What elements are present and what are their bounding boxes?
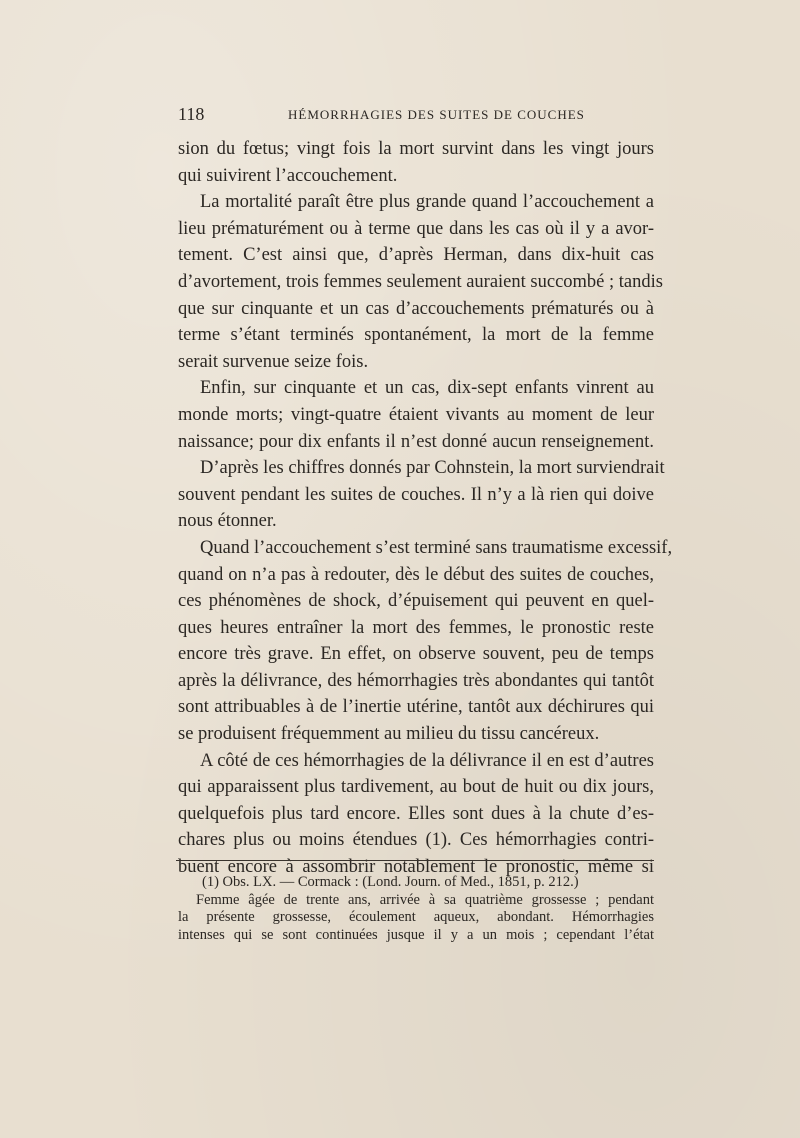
text-line: sont attribuables à de l’inertie utérine, tantôt aux déchirures qui xyxy=(178,697,654,718)
text-line: souvent pendant les suites de couches. Il n’y a là rien qui doive xyxy=(178,484,654,505)
text-line: chares plus ou moins étendues (1). Ces hémorrhagies contri- xyxy=(178,830,654,851)
footnote-line: la présente grossesse, écoulement aqueux, abondant. Hémorrhagies xyxy=(178,909,654,925)
text-line: encore très grave. En effet, on observe souvent, peu de temps xyxy=(178,644,654,665)
text-line: Quand l’accouchement s’est terminé sans traumatisme excessif, xyxy=(200,537,673,558)
text-line: La mortalité paraît être plus grande quand l’accouchement a xyxy=(200,192,654,213)
text-line: quand on n’a pas à redouter, dès le début des suites de couches, xyxy=(178,564,654,585)
footnote-line: intenses qui se sont continuées jusque il y a un mois ; cependant l’état xyxy=(178,926,654,943)
text-line: qui apparaissent plus tardivement, au bout de huit ou dix jours, xyxy=(178,777,654,798)
text-line: sion du fœtus; vingt fois la mort survint dans les vingt jours xyxy=(178,139,654,159)
text-line: après la délivrance, des hémorrhagies très abondantes qui tantôt xyxy=(178,670,654,691)
text-line: se produisent fréquemment au milieu du tissu cancéreux. xyxy=(178,724,600,745)
text-line: qui suivirent l’accouchement. xyxy=(178,165,398,186)
text-line: naissance; pour dix enfants il n’est donné aucun renseignement. xyxy=(178,431,654,452)
footnote-divider xyxy=(176,860,654,861)
body-text xyxy=(178,136,673,881)
text-line: d’avortement, trois femmes seulement auraient succombé ; tandis xyxy=(178,271,663,292)
page-header xyxy=(178,104,654,126)
footnote-line: Femme âgée de trente ans, arrivée à sa quatrième grossesse ; pendant xyxy=(196,891,654,908)
text-line: serait survenue seize fois. xyxy=(178,351,369,372)
text-line: quelquefois plus tard encore. Elles sont dues à la chute d’es- xyxy=(178,803,654,824)
footnote-line: (1) Obs. LX. — Cormack : (Lond. Journ. of Med., 1851, p. 212.) xyxy=(202,874,579,890)
text-line: D’après les chiffres donnés par Cohnstein, la mort surviendrait xyxy=(200,458,665,479)
text-line: ques heures entraîner la mort des femmes, le pronostic reste xyxy=(178,617,654,638)
text-line: monde morts; vingt-quatre étaient vivants au moment de leur xyxy=(178,404,654,425)
text-line: lieu prématurément ou à terme que dans les cas où il y a avor- xyxy=(178,218,654,239)
text-line: A côté de ces hémorrhagies de la délivrance il en est d’autres xyxy=(200,750,654,771)
text-line: que sur cinquante et un cas d’accouchements prématurés ou à xyxy=(178,298,654,319)
text-line: nous étonner. xyxy=(178,511,277,532)
text-line: ces phénomènes de shock, d’épuisement qui peuvent en quel- xyxy=(178,591,654,612)
text-line: Enfin, sur cinquante et un cas, dix-sept enfants vinrent au xyxy=(200,378,654,399)
text-line: buent encore à assombrir notablement le pronostic, même si xyxy=(178,857,654,878)
text-line: terme s’étant terminés spontanément, la mort de la femme xyxy=(178,325,654,346)
footnote xyxy=(178,874,654,944)
page-number: 118 xyxy=(178,104,205,124)
text-line: tement. C’est ainsi que, d’après Herman, dans dix-huit cas xyxy=(178,245,654,266)
running-title: HÉMORRHAGIES DES SUITES DE COUCHES xyxy=(288,107,585,122)
